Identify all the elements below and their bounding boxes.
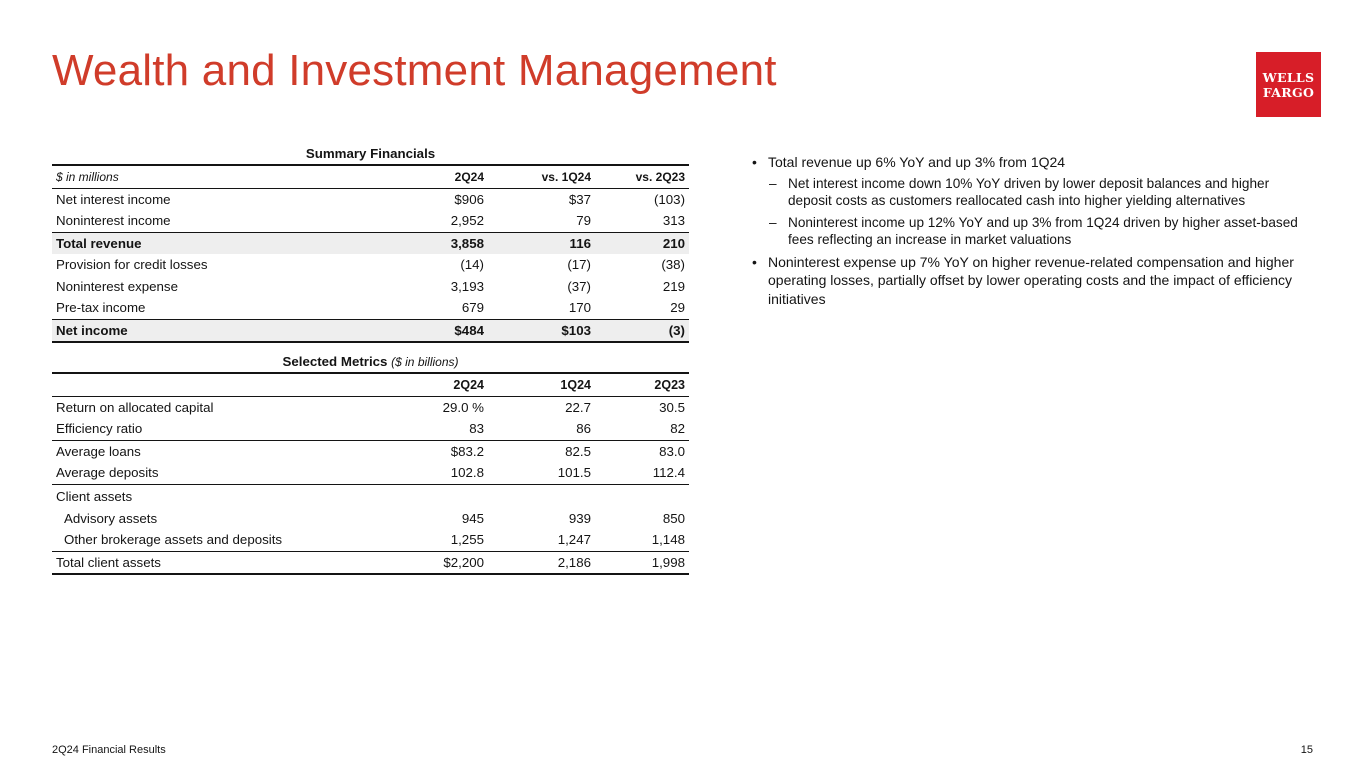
cell: 86 bbox=[576, 421, 591, 437]
cell: 83 bbox=[469, 421, 484, 437]
cell: 102.8 bbox=[450, 465, 484, 481]
table-row bbox=[52, 508, 689, 530]
row-label: Provision for credit losses bbox=[56, 257, 208, 273]
bullet: • Total revenue up 6% YoY and up 3% from 1Q24 bbox=[750, 153, 1310, 172]
table-row bbox=[52, 396, 689, 418]
cell: 22.7 bbox=[565, 399, 591, 415]
net-income-row bbox=[52, 319, 689, 342]
cell: 1,998 bbox=[595, 551, 689, 574]
selected-metrics-table bbox=[52, 351, 689, 575]
row-label: Noninterest expense bbox=[56, 278, 178, 294]
cell: $906 bbox=[454, 191, 484, 207]
table-row bbox=[52, 418, 689, 440]
summary-header-row bbox=[52, 165, 689, 188]
metrics-caption-unit: ($ in billions) bbox=[391, 355, 459, 369]
row-label: Average deposits bbox=[56, 465, 159, 481]
cell: 219 bbox=[662, 278, 685, 294]
cell: 850 bbox=[662, 510, 685, 526]
table-row bbox=[52, 529, 689, 551]
table-row bbox=[52, 276, 689, 298]
sub-bullet: – Net interest income down 10% YoY driven by lower deposit balances and higher deposit costs as customers reallocated cash into higher yielding alternatives bbox=[750, 175, 1310, 210]
summary-caption: Summary Financials bbox=[305, 145, 436, 161]
cell: 945 bbox=[461, 510, 484, 526]
col-header-2q24: 2Q24 bbox=[358, 373, 488, 396]
col-header-vs-1q24: vs. 1Q24 bbox=[488, 165, 595, 188]
cell: 29.0 % bbox=[442, 399, 484, 415]
table-row bbox=[52, 462, 689, 484]
cell: 2,186 bbox=[488, 551, 595, 574]
cell: $103 bbox=[488, 319, 595, 342]
table-row bbox=[52, 188, 689, 210]
cell: $484 bbox=[358, 319, 488, 342]
cell: 939 bbox=[568, 510, 591, 526]
logo-line-2: FARGO bbox=[1262, 84, 1315, 100]
cell: (103) bbox=[653, 191, 685, 207]
cell: 83.0 bbox=[595, 440, 689, 462]
col-header-2q23: 2Q23 bbox=[595, 373, 689, 396]
cell: $83.2 bbox=[358, 440, 488, 462]
cell: 112.4 bbox=[652, 465, 685, 481]
cell: 1,148 bbox=[651, 532, 685, 548]
cell: 101.5 bbox=[557, 465, 591, 481]
col-header-2q24: 2Q24 bbox=[358, 165, 488, 188]
row-label: Total client assets bbox=[52, 551, 358, 574]
row-label: Efficiency ratio bbox=[56, 421, 143, 437]
row-label: Total revenue bbox=[52, 232, 358, 254]
cell: (3) bbox=[595, 319, 689, 342]
cell: $37 bbox=[568, 191, 591, 207]
page-title: Wealth and Investment Management bbox=[52, 46, 777, 95]
row-label: Client assets bbox=[52, 484, 358, 508]
cell: (14) bbox=[460, 257, 484, 273]
unit-label: $ in millions bbox=[52, 165, 358, 188]
row-label: Pre-tax income bbox=[56, 300, 146, 316]
sub-bullet: – Noninterest income up 12% YoY and up 3% from 1Q24 driven by higher asset-based fees reflecting an increase in market valuations bbox=[750, 214, 1310, 249]
footer-label: 2Q24 Financial Results bbox=[52, 744, 166, 756]
metrics-caption bbox=[52, 351, 689, 373]
metrics-header-row bbox=[52, 373, 689, 396]
bullet: • Noninterest expense up 7% YoY on higher revenue-related compensation and higher operating losses, partially offset by lower operating costs and the impact of efficiency initiatives bbox=[750, 253, 1310, 309]
col-header-1q24: 1Q24 bbox=[488, 373, 595, 396]
row-label: Noninterest income bbox=[56, 213, 171, 229]
commentary-bullets bbox=[750, 153, 1310, 311]
row-label: Net interest income bbox=[56, 191, 171, 207]
row-label: Advisory assets bbox=[64, 510, 158, 526]
cell: 3,193 bbox=[450, 278, 484, 294]
cell: 210 bbox=[595, 232, 689, 254]
logo-line-1: WELLS bbox=[1262, 69, 1315, 85]
cell: 1,255 bbox=[450, 532, 484, 548]
table-row bbox=[52, 210, 689, 232]
row-label: Return on allocated capital bbox=[56, 399, 214, 415]
wells-fargo-logo bbox=[1256, 52, 1321, 117]
cell: 29 bbox=[670, 300, 685, 316]
cell: 116 bbox=[488, 232, 595, 254]
cell: 313 bbox=[662, 213, 685, 229]
row-label: Net income bbox=[52, 319, 358, 342]
table-row bbox=[52, 551, 689, 574]
row-label: Other brokerage assets and deposits bbox=[64, 532, 283, 548]
cell: 30.5 bbox=[659, 399, 685, 415]
table-row bbox=[52, 484, 689, 508]
cell: 82.5 bbox=[488, 440, 595, 462]
cell: (17) bbox=[567, 257, 591, 273]
cell: $2,200 bbox=[358, 551, 488, 574]
col-header-vs-2q23: vs. 2Q23 bbox=[595, 165, 689, 188]
page-number: 15 bbox=[1300, 744, 1313, 756]
cell: 2,952 bbox=[450, 213, 484, 229]
cell: 79 bbox=[576, 213, 591, 229]
table-row bbox=[52, 254, 689, 276]
cell: 3,858 bbox=[358, 232, 488, 254]
cell: 679 bbox=[461, 300, 484, 316]
summary-financials-table bbox=[52, 142, 689, 343]
total-revenue-row bbox=[52, 232, 689, 254]
cell: 170 bbox=[568, 300, 591, 316]
table-row bbox=[52, 297, 689, 319]
metrics-caption-title: Selected Metrics bbox=[282, 354, 388, 369]
cell: (37) bbox=[567, 278, 591, 294]
cell: 82 bbox=[670, 421, 685, 437]
table-row bbox=[52, 440, 689, 462]
cell: 1,247 bbox=[557, 532, 591, 548]
row-label: Average loans bbox=[52, 440, 358, 462]
cell: (38) bbox=[661, 257, 685, 273]
